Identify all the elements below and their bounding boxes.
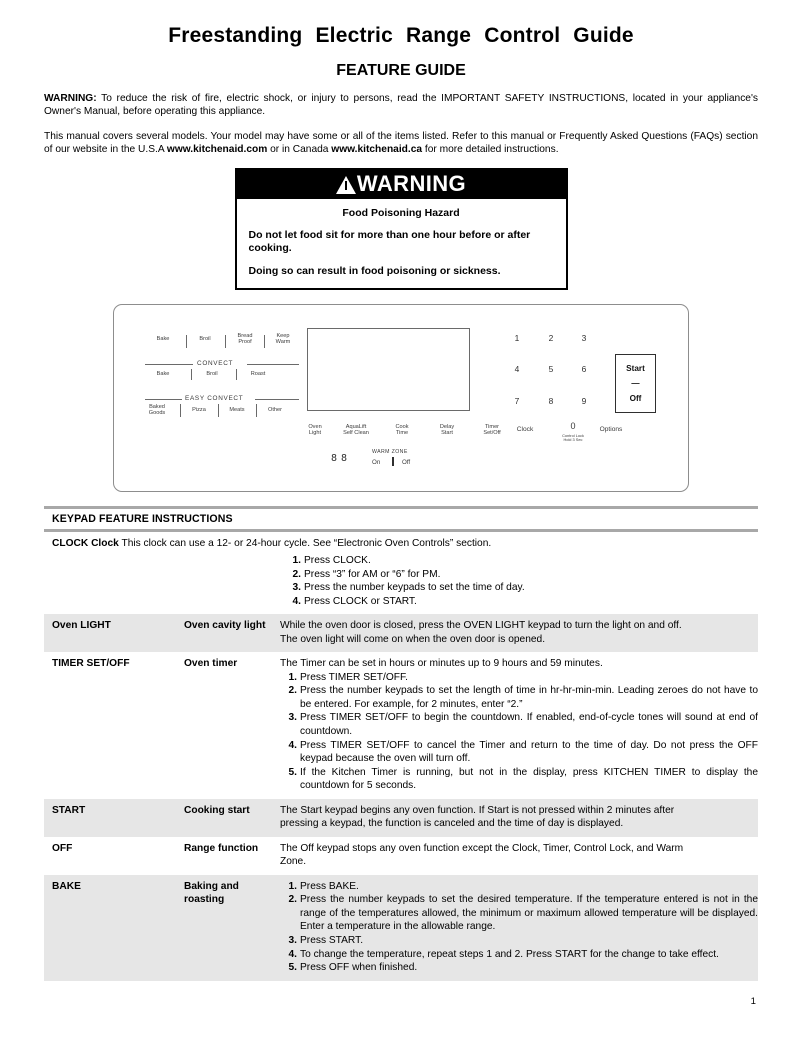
table-section-header: KEYPAD FEATURE INSTRUCTIONS bbox=[52, 512, 233, 525]
list-item: Press BAKE. bbox=[300, 880, 359, 892]
row-keypad-label: OFF bbox=[52, 842, 73, 854]
panel-easy-baked-goods[interactable]: Baked Goods bbox=[148, 403, 166, 417]
row-function-label: Oven timer bbox=[184, 658, 238, 670]
panel-easy-meats[interactable]: Meats bbox=[229, 406, 245, 413]
panel-convect-bake[interactable]: Bake bbox=[156, 370, 170, 377]
row-keypad-label: TIMER SET/OFF bbox=[52, 658, 130, 670]
intro-section bbox=[0, 80, 802, 157]
panel-divider bbox=[225, 335, 226, 348]
row-function-label: Cooking start bbox=[184, 804, 250, 816]
control-panel-illustration bbox=[113, 304, 689, 492]
seven-segment-indicator: 8 8 bbox=[331, 452, 347, 464]
panel-keypad-8[interactable]: 8 bbox=[548, 395, 554, 406]
row-description bbox=[280, 799, 758, 837]
row-paragraph: pressing a keypad, the function is canceled and the time of day is displayed. bbox=[280, 818, 624, 830]
convect-rule-right bbox=[247, 364, 299, 365]
row-steps-list bbox=[280, 880, 758, 975]
warning-banner bbox=[237, 170, 566, 199]
list-item: Press TIMER SET/OFF to begin the countdown. If enabled, end-of-cycle tones will sound at end of countdown. bbox=[300, 712, 758, 737]
models-text-part2: or in Canada bbox=[267, 144, 332, 156]
models-text-part1: This manual covers several models. Your model may have some or all of the items listed. Refer to this manual or Frequently Asked Questions (FAQs) section of our website in the U.S.A bbox=[44, 130, 758, 156]
row-keypad-label: START bbox=[52, 804, 86, 816]
panel-key-clock[interactable]: Clock bbox=[516, 425, 534, 433]
table-row bbox=[44, 837, 758, 875]
models-paragraph bbox=[44, 130, 758, 157]
clock-steps-list bbox=[284, 554, 758, 608]
url-canada[interactable]: www.kitchenaid.ca bbox=[331, 144, 423, 156]
panel-divider bbox=[186, 335, 187, 348]
convect-rule-left bbox=[145, 364, 193, 365]
panel-key-timer-set-off[interactable]: Timer Set/Off bbox=[483, 423, 501, 437]
panel-keypad-9[interactable]: 9 bbox=[581, 395, 587, 406]
panel-mode-bread-proof[interactable]: Bread Proof bbox=[237, 332, 253, 346]
table-row bbox=[44, 875, 758, 981]
panel-start-off-button[interactable] bbox=[615, 354, 656, 413]
easy-convect-rule-left bbox=[145, 399, 182, 400]
table-row bbox=[44, 799, 758, 837]
warm-zone-title: WARM ZONE bbox=[372, 448, 408, 455]
panel-mode-keep-warm[interactable]: Keep Warm bbox=[275, 332, 291, 346]
table-row bbox=[44, 532, 758, 615]
panel-mode-bake[interactable]: Bake bbox=[156, 335, 170, 342]
list-item: Press CLOCK or START. bbox=[304, 595, 417, 607]
clock-steps-wrap bbox=[44, 554, 758, 614]
clock-lead-text: This clock can use a 12- or 24-hour cycle. See “Electronic Oven Controls” section. bbox=[121, 537, 492, 549]
panel-divider bbox=[264, 335, 265, 348]
row-function-label: Range function bbox=[184, 842, 259, 854]
clock-row-content bbox=[44, 532, 758, 615]
warning-box bbox=[235, 168, 568, 290]
page-number: 1 bbox=[750, 996, 756, 1007]
row-description bbox=[280, 837, 758, 875]
warning-body bbox=[237, 199, 566, 288]
list-item: Press the number keypads to set the time of day. bbox=[304, 582, 525, 594]
panel-keypad-4[interactable]: 4 bbox=[514, 363, 520, 374]
url-usa[interactable]: www.kitchenaid.com bbox=[166, 144, 268, 156]
panel-key-zero[interactable]: 0 bbox=[570, 420, 576, 431]
panel-key-delay-start[interactable]: Delay Start bbox=[439, 423, 455, 437]
warning-triangle-icon bbox=[336, 176, 356, 194]
row-keypad-label: BAKE bbox=[52, 880, 81, 892]
panel-key-oven-light[interactable]: Oven Light bbox=[308, 423, 322, 437]
warning-instruction-2: Doing so can result in food poisoning or sickness. bbox=[248, 264, 501, 277]
panel-divider bbox=[236, 369, 237, 380]
panel-easy-pizza[interactable]: Pizza bbox=[192, 406, 206, 413]
warning-hazard-title: Food Poisoning Hazard bbox=[342, 206, 460, 219]
table-row bbox=[44, 652, 758, 799]
row-function-label: Oven cavity light bbox=[184, 620, 266, 632]
clock-keypad-label: CLOCK bbox=[52, 537, 89, 549]
panel-keypad-5[interactable]: 5 bbox=[548, 363, 554, 374]
convect-group-label: CONVECT bbox=[197, 359, 234, 367]
row-description bbox=[280, 614, 758, 652]
row-paragraph: The Start keypad begins any oven function. If Start is not pressed within 2 minutes after bbox=[280, 804, 675, 816]
list-item: Press OFF when finished. bbox=[300, 962, 418, 974]
row-paragraph: The oven light will come on when the oven door is opened. bbox=[280, 633, 546, 645]
panel-keypad-2[interactable]: 2 bbox=[548, 332, 554, 343]
panel-key-aqualift-self-clean[interactable]: AquaLift Self Clean bbox=[343, 423, 369, 437]
list-item: If the Kitchen Timer is running, but not in the display, press KITCHEN TIMER to display the countdown for 5 seconds. bbox=[300, 766, 758, 792]
easy-convect-group-label: EASY CONVECT bbox=[185, 394, 244, 402]
list-item: Press START. bbox=[300, 934, 364, 946]
list-item: Press “3” for AM or “6” for PM. bbox=[304, 568, 441, 580]
row-paragraph: The Timer can be set in hours or minutes up to 9 hours and 59 minutes. bbox=[280, 658, 603, 670]
list-item: Press TIMER SET/OFF to cancel the Timer and return to the time of day. Do not press the OFF keypad because the oven will turn off. bbox=[300, 739, 758, 765]
warm-zone-divider bbox=[392, 457, 394, 466]
row-paragraph: The Off keypad stops any oven function except the Clock, Timer, Control Lock, and Warm bbox=[280, 842, 684, 854]
panel-start-label: Start bbox=[626, 363, 645, 373]
warning-instruction-1: Do not let food sit for more than one hour before or after cooking. bbox=[248, 228, 531, 254]
panel-mode-broil[interactable]: Broil bbox=[199, 335, 211, 342]
panel-divider bbox=[180, 404, 181, 417]
panel-off-label: Off bbox=[629, 393, 642, 403]
panel-key-cook-time[interactable]: Cook Time bbox=[395, 423, 409, 437]
panel-easy-other[interactable]: Other bbox=[268, 406, 282, 413]
clock-row-lead bbox=[44, 532, 758, 554]
row-steps-list bbox=[280, 671, 758, 793]
panel-keypad-3[interactable]: 3 bbox=[581, 332, 587, 343]
row-function-label: Baking and roasting bbox=[184, 880, 239, 905]
panel-divider bbox=[218, 404, 219, 417]
warning-banner-label: WARNING bbox=[356, 170, 467, 196]
clock-function-label: Clock bbox=[91, 537, 119, 549]
table-row bbox=[44, 614, 758, 652]
safety-warning-label: WARNING: bbox=[44, 93, 97, 104]
list-item: Press the number keypads to set the desired temperature. If the temperature entered is not in the range of the temperatures allowed, the minimum or maximum allowed temperature will be displayed. Enter a temperature in the allowable range. bbox=[300, 894, 758, 933]
warm-zone-off[interactable]: Off bbox=[402, 458, 411, 466]
row-paragraph: While the oven door is closed, press the OVEN LIGHT keypad to turn the light on and off. bbox=[280, 620, 682, 632]
easy-convect-rule-right bbox=[255, 399, 299, 400]
panel-convect-roast[interactable]: Roast bbox=[250, 370, 266, 377]
page-title: Freestanding Electric Range Control Guide bbox=[168, 24, 634, 47]
oven-display-screen bbox=[307, 328, 470, 411]
panel-divider bbox=[256, 404, 257, 417]
row-description bbox=[280, 652, 758, 799]
panel-keypad-1[interactable]: 1 bbox=[514, 332, 520, 343]
row-keypad-label: Oven LIGHT bbox=[52, 620, 111, 632]
safety-warning-paragraph bbox=[44, 92, 758, 119]
warm-zone-on[interactable]: On bbox=[372, 458, 381, 466]
models-text-part3: for more detailed instructions. bbox=[422, 144, 559, 156]
safety-warning-text: To reduce the risk of fire, electric shock, or injury to persons, read the IMPORTANT SAFETY INSTRUCTIONS, located in your appliance's Owner's Manual, before operating this appliance. bbox=[44, 93, 758, 118]
panel-keypad-7[interactable]: 7 bbox=[514, 395, 520, 406]
panel-key-options[interactable]: Options bbox=[599, 425, 623, 433]
row-paragraph: Zone. bbox=[280, 856, 307, 868]
panel-convect-broil[interactable]: Broil bbox=[206, 370, 218, 377]
list-item: Press CLOCK. bbox=[304, 555, 371, 567]
page-subtitle: FEATURE GUIDE bbox=[336, 62, 466, 79]
panel-divider bbox=[191, 369, 192, 380]
keypad-feature-table bbox=[0, 506, 802, 981]
list-item: To change the temperature, repeat steps 1 and 2. Press START for the change to take effect. bbox=[300, 948, 719, 960]
list-item: Press the number keypads to set the length of time in hr-hr-min-min. Leading zeroes do not have to be entered. For example, for 2 minutes, enter “2.” bbox=[300, 685, 758, 710]
row-description bbox=[280, 875, 758, 981]
panel-keypad-6[interactable]: 6 bbox=[581, 363, 587, 374]
list-item: Press TIMER SET/OFF. bbox=[300, 671, 408, 683]
panel-start-off-divider: — bbox=[631, 378, 640, 388]
control-lock-sublabel: Control Lock Hold 3 Sec bbox=[562, 432, 584, 443]
